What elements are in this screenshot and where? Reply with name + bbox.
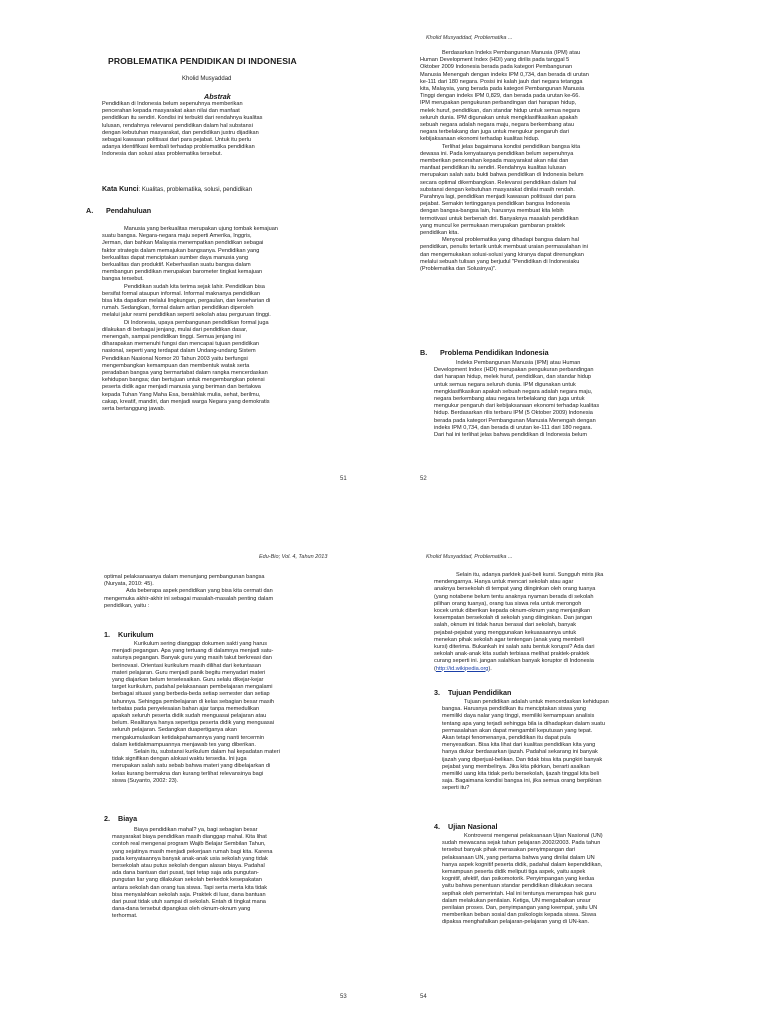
text-line: pada kenyataannya banyak anak-anak usia sekolah yang tidak bbox=[112, 855, 268, 862]
body-text bbox=[102, 226, 346, 413]
text-line: pendidikan, yaitu : bbox=[104, 602, 150, 609]
text-line: dilakukan di berbagai jenjang, mulai dari pendidikan dasar, bbox=[102, 326, 248, 333]
text-line: Manusia Menengah dengan indeks IPM 0,734, dan berada di urutan bbox=[420, 71, 589, 78]
text-line: kursi) diterima. Bukankah ini salah satu bentuk korupsi? Ada dari bbox=[434, 644, 595, 651]
text-line: pendidikan kita. bbox=[420, 230, 459, 237]
body-text bbox=[420, 50, 666, 273]
text-line: Terlihat jelas bagaimana kondisi pendidikan bangsa kita bbox=[442, 143, 581, 150]
running-head: Kholid Musyaddad, Problematika ... bbox=[426, 35, 513, 41]
text-line: Parahnya lagi, pendidikan menjadi kawasan politisasi dari para bbox=[420, 194, 576, 201]
text-line: contoh real mengenai program Wajib Belajar Sembilan Tahun, bbox=[112, 841, 266, 848]
text-line: Selain itu, adanya parktek jual-beli kursi. Sungguh miris jika bbox=[456, 572, 604, 578]
text-line: dalam melakukan penilaian. Ketiga, UN mengabaikan unsur bbox=[442, 897, 591, 904]
section-number: A. bbox=[86, 206, 94, 215]
text-line: ke-111 dari 180 negara. Posisi ini kalah jauh dari negara tetangga bbox=[420, 78, 583, 85]
text-line: serta bertanggung jawab. bbox=[102, 406, 166, 413]
text-line: pejabat-pejabat yang menggunakan kekuasaannya untuk bbox=[434, 629, 577, 636]
running-head: Kholid Musyaddad, Problematika ... bbox=[426, 554, 513, 560]
subsection-heading-kurikulum bbox=[104, 630, 154, 639]
text-line: merupakan salah satu bukti bahwa pendidikan di Indonesia belum bbox=[420, 172, 584, 179]
text-line: sebagai kawasan politisasi dari para pejabat. Untuk itu perlu bbox=[102, 137, 251, 144]
text-line: Human Development Index (HDI) yang dirilis pada tanggal 5 bbox=[420, 57, 570, 64]
text-line: terbatas pada penyelesaian bahan ajar tanpa memedulikan bbox=[112, 705, 260, 712]
text-line: saja. Bagaimana kondisi bangsa ini, jika semua orang berpikiran bbox=[442, 778, 602, 785]
text-line: penilaian proses. Dan, penyimpangan yang keempat, yaitu UN bbox=[442, 905, 598, 912]
text-line: kepada Tuhan Yang Maha Esa, berakhlak mulia, sehat, berilmu, bbox=[102, 391, 261, 398]
text-line: substansi dengan kebutuhan masyarakat dinilai masih rendah. bbox=[420, 186, 575, 193]
subsection-heading-ujian bbox=[434, 822, 498, 831]
subsection-title: Tujuan Pendidikan bbox=[448, 688, 512, 697]
text-line: dan mengemukakan solusi-solusi yang kiranya dapat direnungkan bbox=[420, 251, 584, 258]
text-line: permasalahan akan dapat mengambil keputusan yang tepat. bbox=[442, 727, 593, 734]
text-line: memberikan pencerahan kepada masyarakat akan nilai dan bbox=[420, 158, 569, 165]
text-line: menekan pihak sekolah agar tentengan (anak yang membeli bbox=[434, 636, 584, 643]
section-title: Problema Pendidikan Indonesia bbox=[440, 348, 549, 357]
text-line: mengakumulasikan ketidakpahamannya yang nanti tercermin bbox=[112, 734, 265, 741]
text-line: berbagai situasi yang berbeda-beda setiap semester dan setiap bbox=[112, 691, 270, 698]
text-line: dewasa ini. Pada kenyataanya pendidikan belum sepenuhnya bbox=[420, 150, 574, 157]
text-line: dalam ketidakmampuannya menjawab tes yang diberikan. bbox=[112, 741, 256, 748]
text-line: sekolah anak-anak kita sudah terbiasa melihat praktek-praktek bbox=[434, 651, 590, 658]
text-line: Tujuan pendidikan adalah untuk mencerdaskan kehidupan bbox=[464, 699, 609, 705]
page-number: 53 bbox=[340, 994, 347, 1000]
text-line: curang seperti ini. jangan salahkan banyak koruptor di Indonesia bbox=[434, 658, 594, 665]
text-line: bisa kita dapatkan melalui lingkungan, pergaulan, dan keseharian di bbox=[102, 298, 271, 305]
text-line: menjadi pegangan. Apa yang tertuang di dalamnya menjadi satu- bbox=[112, 648, 274, 655]
body-text bbox=[442, 833, 668, 927]
text-line: target kurikulum, padahal pelaksanaan pembelajaran mengalami bbox=[112, 684, 273, 691]
text-line: Indonesia dan solusi atas problematika tersebut. bbox=[102, 151, 223, 158]
text-line: negara berkembang atau negara terbelakang dan juga untuk bbox=[434, 396, 585, 403]
text-line: ijazah yang diperjual-belikan. Dan tidak bisa kita pungkiri banyak bbox=[442, 756, 603, 763]
text-line: (Nuryata, 2010: 45). bbox=[104, 581, 154, 588]
text-line: berinovasi. Orientasi kurikulum masih dilihat dari ketuntasan bbox=[112, 662, 261, 669]
text-line: pendidikan itu sendiri. Kondisi ini terbukti dari rendahnya kualitas bbox=[102, 115, 263, 122]
text-line: yang muncul ke permukaan merupakan gambaran praktek bbox=[420, 222, 565, 229]
text-line: suatu bangsa. Negara-negara maju seperti Amerika, Inggris, bbox=[102, 233, 252, 240]
subsection-title: Ujian Nasional bbox=[448, 822, 498, 831]
text-line: negara terbelakang dan juga untuk mengukur pengaruh dari bbox=[420, 129, 569, 136]
text-line: bersekolah atau putus sekolah dengan alasan biaya. Padahal bbox=[112, 863, 265, 870]
text-line bbox=[434, 666, 668, 673]
text-line: pilihan orang tuanya), orang tua siswa rela untuk merongoh bbox=[434, 600, 582, 607]
page-54 bbox=[384, 524, 768, 1024]
page-number: 51 bbox=[340, 476, 347, 482]
text-line: Di Indonesia, upaya pembangunan pendidikan formal juga bbox=[124, 319, 269, 326]
text-line: memiliki uang kita tidak perlu bersekolah, ijazah tinggal kita beli bbox=[442, 771, 600, 778]
subsection-heading-tujuan bbox=[434, 688, 511, 697]
body-text bbox=[434, 572, 668, 673]
page-number: 52 bbox=[420, 476, 427, 482]
text-line: pejabat yang membelinya. Jika kita pikirkan, berarti asalkan bbox=[442, 763, 590, 770]
text-line: kesempatan bersekolah di sekolah yang diinginkan. Dan jangan bbox=[434, 615, 593, 622]
author-name: Kholid Musyaddad bbox=[182, 76, 232, 82]
section-title: Pendahuluan bbox=[106, 206, 152, 215]
text-line: Oktober 2009 Indonesia berada pada kategori Pembangunan bbox=[420, 64, 573, 71]
text-line: pejabat. Semakin tertingganya pendidikan bangsa Indonesia bbox=[420, 201, 570, 208]
keywords bbox=[102, 186, 252, 193]
body-text bbox=[434, 360, 666, 439]
page-52 bbox=[384, 0, 768, 500]
text-line: dari harapan hidup, melek huruf, pendidikan, dan standar hidup bbox=[434, 374, 592, 381]
text-line: berada pada kategori Pembangunan Manusia Menengah dengan bbox=[434, 417, 596, 424]
text-line: Kurikulum sering dianggap dokumen sakti yang harus bbox=[134, 641, 268, 647]
text-line: membangun pendidikan merupakan barometer tingkat kemajuan bbox=[102, 269, 263, 276]
text-line: Pendidikan Nasional Nomor 20 Tahun 2003 yaitu berfungsi bbox=[102, 355, 248, 362]
body-text bbox=[112, 641, 346, 785]
text-line: pelaksanaan UN, yang pertama bahwa yang dinilai dalam UN bbox=[442, 854, 595, 861]
text-line: Menyoal problematika yang dihadapi bangsa dalam hal bbox=[442, 237, 579, 244]
subsection-title: Kurikulum bbox=[118, 630, 154, 639]
subsection-title: Biaya bbox=[118, 814, 138, 823]
text-line: sudah mewacana sejak tahun pelajaran 2002/2003. Pada tahun bbox=[442, 840, 601, 847]
wikipedia-link[interactable]: http://id.wikipedia.org bbox=[435, 665, 489, 672]
text-line: dipaksa menghafalkan pelajaran-pelajaran yang di UN-kan. bbox=[442, 919, 590, 926]
text-line: dana-dana tersebut dipangkas oleh oknum-oknum yang bbox=[112, 906, 251, 913]
text-line: memberikan beban sosial dan psikologis kepada siswa. Siswa bbox=[442, 912, 597, 919]
article-title: PROBLEMATIKA PENDIDIKAN DI INDONESIA bbox=[108, 56, 297, 66]
text-line: tidak signifikan dengan alokasi waktu tersedia. Ini juga bbox=[112, 756, 247, 763]
text-line: peradaban bangsa yang bermartabat dalam rangka mencerdaskan bbox=[102, 370, 268, 377]
running-head: Edu-Bio; Vol. 4, Tahun 2013 bbox=[259, 554, 328, 560]
text-line: melalui jalur resmi pendidikan seperti sekolah atau perguruan tinggi. bbox=[102, 312, 271, 319]
subsection-number: 2. bbox=[104, 814, 110, 823]
subsection-number: 3. bbox=[434, 688, 440, 697]
text-line: termotivasi untuk berbenah diri. Banyaknya masalah pendidikan bbox=[420, 215, 579, 222]
section-number: B. bbox=[420, 348, 428, 357]
text-line: memiliki daya nalar yang tinggi, memiliki kemampuan analisis bbox=[442, 713, 595, 720]
text-line: nasional, seperti yang terdapat dalam Undang-undang Sistem bbox=[102, 348, 256, 355]
subsection-number: 4. bbox=[434, 822, 440, 831]
text-line: Pendidikan di Indonesia belum sepenuhnya memberikan bbox=[102, 101, 243, 107]
text-line: menyesatkan. Bisa kita lihat dari kualitas pendidikan kita yang bbox=[442, 742, 596, 749]
abstract-heading: Abstrak bbox=[204, 92, 231, 101]
text-line: mengklasifikasikan apakah sebuah negara adalah negara maju, bbox=[434, 388, 593, 395]
text-line: dengan bangsa-bangsa lain, harusnya membuat kita lebih bbox=[420, 208, 564, 215]
text-line: kehidupan bangsa; dan bertujuan untuk mengembangkan potensi bbox=[102, 377, 265, 384]
text-line: seluruh pelajaran. Sedangkan duapertiganya akan bbox=[112, 727, 238, 734]
text-line: mendengarnya. Hanya untuk mencari sekolah atau agar bbox=[434, 579, 574, 586]
text-line: ada dana bantuan dari pusat, tapi tetap saja ada pungutan- bbox=[112, 870, 259, 877]
body-text bbox=[442, 699, 668, 793]
text-line: anaknya bersekolah di tempat yang diinginkan oleh orang tuanya bbox=[434, 586, 596, 593]
text-line: IPM merupakan pengukuran perbandingan dari harapan hidup, bbox=[420, 100, 577, 107]
text-line: Pendidikan sudah kita terima sejak lahir. Pendidikan bisa bbox=[124, 283, 265, 290]
page-51 bbox=[0, 0, 384, 500]
text-line: Biaya pendidikan mahal? ya, bagi sebagian besar bbox=[134, 827, 258, 833]
text-line: yaitu bahwa penentuan standar pendidikan dilakukan secara bbox=[442, 883, 593, 890]
text-line: terhormat. bbox=[112, 913, 138, 920]
section-heading-b bbox=[420, 348, 549, 357]
text-line: mengemuka akhir-akhir ini sebagai masalah-masalah penting dalam bbox=[104, 595, 274, 602]
text-line: yang diajarkan belum terselesaikan. Guru selalu dikejar-kejar bbox=[112, 677, 264, 684]
text-line: kocek untuk diberikan kepada oknum-oknum yang menjanjikan bbox=[434, 608, 591, 615]
text-line: menengah, sampai pendidikan tinggi. Semua jenjang ini bbox=[102, 334, 241, 341]
text-line: hidup. Berdasarkan rilis terbaru IPM (5 Oktober 2009) Indonesia bbox=[434, 410, 593, 417]
text-line: tahunnya. Sehingga pembelajaran di kelas sebagian besar masih bbox=[112, 698, 275, 705]
text-line: Tinggi dengan indeks IPM 0,829, dan berada pada urutan ke-66. bbox=[420, 93, 580, 100]
text-line: Dari hal ini terlihat jelas bahwa pendidikan di Indonesia belum bbox=[434, 432, 587, 439]
text-line: Selain itu, substansi kurikulum dalam hal kepadatan materi bbox=[134, 749, 280, 756]
text-line: satunya pegangan. Banyak guru yang masih takut berkreasi dan bbox=[112, 655, 272, 662]
abstract-body bbox=[102, 101, 342, 159]
text-line: kelas kurang bermakna dan kurang terlihat relevansinya bagi bbox=[112, 770, 264, 777]
text-line: lulusan, rendahnya relevansi pendidikan dalam hal substansi bbox=[102, 122, 253, 129]
text-line: bangsa. Harusnya pendidikan itu menciptakan siswa yang bbox=[442, 706, 586, 713]
text-line: mengukur pengaruh dari kebijaksanaan ekonomi terhadap kualitas bbox=[434, 403, 600, 410]
text-line: manfaat pendidikan itu sendiri. Rendahnya kualitas lulusan bbox=[420, 165, 566, 172]
text-line: bangsa tersebut. bbox=[102, 276, 144, 283]
text-line: salah, oknum ini tidak harus berasal dari sekolah, banyak bbox=[434, 622, 577, 629]
text-line: masyarakat biaya pendidikan masih dianggap mahal. Kita lihat bbox=[112, 834, 267, 841]
text-line: antara sekolah dan orang tua siswa. Tapi serta merta kita tidak bbox=[112, 884, 268, 891]
text-line: indeks IPM 0,734, dan berada di urutan ke-111 dari 180 negara. bbox=[434, 424, 593, 431]
keywords-text: : Kualitas, problematika, solusi, pendidikan bbox=[138, 187, 252, 193]
subsection-number: 1. bbox=[104, 630, 110, 639]
text-line: melek huruf, pendidikan, dan standar hidup untuk semua negara bbox=[420, 107, 580, 114]
text-line: diharapakan memenuhi fungsi dan mencapai tujuan pendidikan bbox=[102, 341, 260, 348]
text-line: secara optimal dikembangkan. Relevansi pendidikan dalam hal bbox=[420, 179, 577, 186]
citation-close: ). bbox=[488, 665, 492, 672]
text-line: Ada beberapa aspek pendidikan yang bisa kita cermati dan bbox=[126, 588, 273, 595]
text-line: optimal pelaksanaanya dalam menunjang pembangunan bangsa bbox=[104, 574, 265, 580]
text-line: Akan tetapi fenomenanya, pendidikan itu dapat pula bbox=[442, 735, 571, 742]
text-line: materi pelajaran. Guru menjadi panik begitu menyadari materi bbox=[112, 669, 266, 676]
text-line: tentang apa yang terjadi sehingga bila ia dihadapkan dalam suatu bbox=[442, 720, 605, 727]
text-line: hanya aspek kognitif peserta didik, padahal dalam kependidikan, bbox=[442, 861, 603, 868]
section-heading-a bbox=[86, 206, 151, 215]
page-gap bbox=[0, 500, 768, 524]
subsection-heading-biaya bbox=[104, 814, 137, 823]
text-line: (Problematika dan Solusinya)". bbox=[420, 266, 497, 273]
text-line: kemampuan peserta didik meliputi tiga aspek, yaitu aspek bbox=[442, 869, 586, 876]
text-line: sepihak oleh pemerintah. Hal ini tentunya merampas hak guru bbox=[442, 890, 596, 897]
text-line: apakah seluruh peserta didik sudah menguasai pelajaran atau bbox=[112, 713, 267, 720]
body-text bbox=[112, 827, 346, 921]
text-line: bersifat formal ataupun informal. Informal maknanya pendidikan bbox=[102, 290, 260, 297]
text-line: faktor strategis dalam memajukan bangsanya. Pendidikan yang bbox=[102, 247, 260, 254]
text-line: hanya diukur berdasarkan ijazah. Padahal sekarang ini banyak bbox=[442, 749, 598, 756]
text-line: dari pusat tidak utuh sampai di sekolah. Entah di tingkat mana bbox=[112, 899, 266, 906]
text-line: seperti itu? bbox=[442, 785, 470, 792]
text-line: pungutan liar yang dilakukan sekolah berkedok kesepakatan bbox=[112, 877, 262, 884]
text-line: peserta didik agar menjadi manusia yang beriman dan bertakwa bbox=[102, 384, 261, 391]
text-line: berkualitas dapat menciptakan sumber daya manusia yang bbox=[102, 254, 249, 261]
text-line: sebuah negara adalah negara maju, negara berkembang atau bbox=[420, 122, 574, 129]
text-line: Development Index (HDI) merupakan pengukuran perbandingan bbox=[434, 367, 594, 374]
text-line: bisa menyalahkan sekolah saja. Praktek di luar, dana bantuan bbox=[112, 891, 266, 898]
text-line: rumah. Sedangkan, formal dalam artian pendidikan diperoleh bbox=[102, 305, 254, 312]
page-53 bbox=[0, 524, 384, 1024]
body-text bbox=[104, 574, 346, 610]
text-line: kognitif, afektif, dan psikomotorik. Penyimpangan yang kedua bbox=[442, 876, 595, 883]
text-line: cakap, kreatif, mandiri, dan menjadi warga Negara yang demokratis bbox=[102, 398, 270, 405]
text-line: adanya identifikasi kembali terhadap problematika pendidikan bbox=[102, 144, 255, 151]
text-line: (yang notabene belum tentu anaknya nyaman berada di sekolah bbox=[434, 593, 594, 600]
keywords-label: Kata Kunci bbox=[102, 186, 139, 193]
text-line: dengan kebutuhan masyarakat, dan pendidikan justru dijadikan bbox=[102, 129, 259, 136]
text-line: siswa (Suyanto, 2002: 23). bbox=[112, 777, 179, 784]
text-line: kita, Malaysia, yang berada pada kategori Pembangunan Manusia bbox=[420, 86, 585, 93]
text-line: yang sejatinya masih menjadi pekerjaan rumah bagi kita. Karena bbox=[112, 848, 273, 855]
citation-open: ( bbox=[434, 665, 436, 672]
text-line: berkualitas dan produktif. Keberhasilan suatu bangsa dalam bbox=[102, 262, 251, 269]
page-number: 54 bbox=[420, 994, 427, 1000]
text-line: belum. Realitanya hanya sepertiga peserta didik yang menguasai bbox=[112, 720, 275, 727]
text-line: pencerahan kepada masyarakat akan nilai dan manfaat bbox=[102, 108, 240, 115]
text-line: Manusia yang berkualitas merupakan ujung tombak kemajuan bbox=[124, 226, 278, 232]
text-line: Kontroversi mengenai pelaksanaan Ujian Nasional (UN) bbox=[464, 833, 603, 839]
text-line: tersebut banyak pihak merasakan penyimpangan dari bbox=[442, 847, 576, 854]
text-line: pendidikan, penulis tertarik untuk membuat uraian permasalahan ini bbox=[420, 244, 588, 251]
text-line: seluruh dunia. IPM digunakan untuk mengklasifikasikan apakah bbox=[420, 114, 578, 121]
text-line: Jerman, dan bahkan Malaysia menempatkan pendidikan sebagai bbox=[102, 240, 264, 247]
text-line: mengembangkan kemampuan dan membentuk watak serta bbox=[102, 362, 250, 369]
text-line: melalui sebuah tulisan yang berjudul "Pendidikan di Indonesiaku bbox=[420, 258, 580, 265]
text-line: Indeks Pembangunan Manusia (IPM) atau Human bbox=[456, 360, 581, 366]
text-line: kebijaksanaan ekonomi terhadap kualitas hidup. bbox=[420, 136, 540, 143]
text-line: untuk semua negara seluruh dunia. IPM digunakan untuk bbox=[434, 381, 576, 388]
text-line: merupakan salah satu sebab bahwa materi yang dibelajarkan di bbox=[112, 763, 271, 770]
text-line: Berdasarkan Indeks Pembangunan Manusia (IPM) atau bbox=[442, 50, 581, 56]
